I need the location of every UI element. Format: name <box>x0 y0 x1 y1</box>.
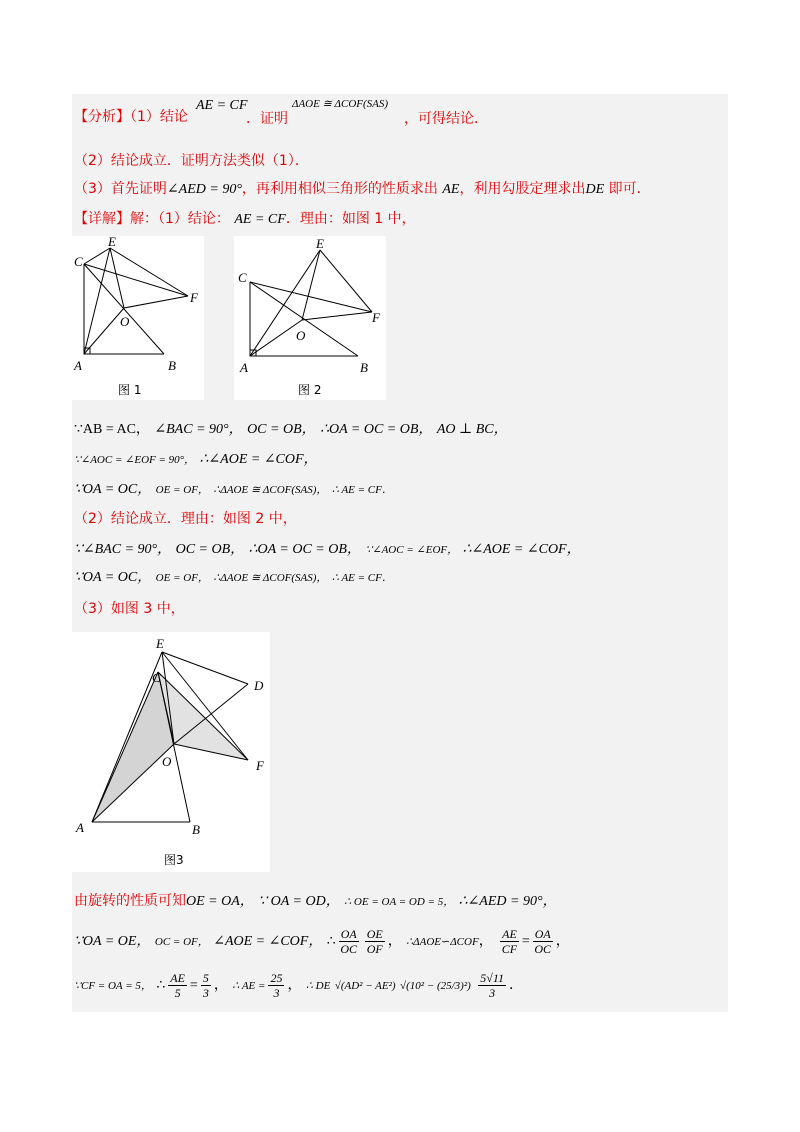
frac-25-3: $\frac{25}{3}$ <box>270 970 283 1000</box>
fig2-label-o: O <box>296 328 306 343</box>
root-ad-ae: √(AD² − AE²) <box>334 980 396 992</box>
frac-5-3: $\frac{5}{3}$ <box>202 970 209 1000</box>
analysis-line-3: （3）首先证明∠AED = 90°，再利用相似三角形的性质求出 AE，利用勾股定理求出DE 即可． <box>74 181 651 197</box>
part2-head: （2）结论成立．理由：如图 2 中， <box>74 511 297 527</box>
fig1-caption: 图 1 <box>118 383 142 397</box>
part3-head: （3）如图 3 中， <box>74 601 185 617</box>
part1-line-2: ∵∠AOC = ∠EOF = 90°， ∴∠AOE = ∠COF， <box>74 452 318 467</box>
frac-oa-oc: $\frac{OA}{OC}$ <box>340 926 358 956</box>
fig1-label-f: F <box>190 290 198 305</box>
fig1-label-o: O <box>120 314 130 329</box>
fig3-label-f: F <box>256 758 264 773</box>
frac-ae-cf: $\frac{AE}{CF}$ <box>501 926 518 956</box>
fig2-label-a: A <box>240 360 248 375</box>
part2-line-1: ∵∠BAC = 90°， OC = OB， ∴OA = OC = OB， ∵∠AOC = ∠EOF， ∴∠AOE = ∠COF， <box>74 542 581 557</box>
part3-line-1: 由旋转的性质可知OE = OA， ∵ OA = OD， ∴ OE = OA = OD = 5， ∴∠AED = 90°， <box>74 893 557 909</box>
analysis-line-1 <box>74 108 188 126</box>
fig3-label-d: D <box>254 678 264 693</box>
analysis-line-2: （2）结论成立．证明方法类似（1）． <box>74 153 309 169</box>
fig1-label-a: A <box>74 358 82 373</box>
analysis-tag: 【分析】 <box>74 109 130 125</box>
fig1-label-e: E <box>108 236 116 249</box>
figure-1 <box>72 236 204 400</box>
analysis-math-2: ΔAOE ≅ ΔCOF(SAS) <box>292 98 389 110</box>
fig2-label-b: B <box>360 360 368 375</box>
part3-line-2: ∵OA = OE， OC = OF， ∠AOE = ∠COF， ∴ $\frac{OA}{OC}$ $\frac{OE}{OF}$ ， ∴ΔAOE∽ΔCOF， $\frac{AE}{CF}$ = $\frac{OA}{OC}$ ， <box>74 926 570 956</box>
fig3-label-b: B <box>192 822 200 837</box>
analysis-suffix: ，可得结论． <box>404 111 488 127</box>
part2-line-2: ∵OA = OC， OE = OF， ∴ΔAOE ≅ ΔCOF(SAS)， ∴ AE = CF． <box>74 570 393 585</box>
fig3-label-c: C <box>152 670 161 685</box>
frac-oa-oc-2: $\frac{OA}{OC}$ <box>534 926 552 956</box>
fig2-label-c: C <box>238 270 247 285</box>
frac-oe-of: $\frac{OE}{OF}$ <box>366 926 383 956</box>
analysis-p1-prefix: （1）结论 <box>130 109 188 125</box>
figure-3 <box>72 632 270 872</box>
analysis-math-1: AE = CF <box>196 98 248 113</box>
fig2-caption: 图 2 <box>298 383 322 397</box>
frac-5sqrt11-3: $\frac{5√11}{3}$ <box>480 970 504 1000</box>
frac-ae-5: $\frac{AE}{5}$ <box>170 970 185 1000</box>
figure-2 <box>234 236 386 400</box>
fig2-label-f: F <box>372 310 380 325</box>
detail-line: 【详解】解：（1）结论： AE = CF．理由：如图 1 中， <box>74 211 416 227</box>
part1-line-3: ∵OA = OC， OE = OF， ∴ΔAOE ≅ ΔCOF(SAS)， ∴ AE = CF． <box>74 482 393 497</box>
fig1-label-c: C <box>74 254 83 269</box>
fig3-caption: 图3 <box>164 853 184 867</box>
analysis-mid: ．证明 <box>246 111 288 127</box>
root-10-25-3: √(10² − (25/3)²) <box>400 980 471 992</box>
part3-line-3: ∵CF = OA = 5， ∴ $\frac{AE}{5}$ = $\frac{5}{3}$ ， ∴ AE = $\frac{25}{3}$ ， ∴ DE √(AD² − AE²) √(10² − (25/3)²) $\frac{5√11}{3}$ ． <box>74 970 523 1000</box>
detail-tag: 【详解】 <box>74 211 130 227</box>
fig3-label-o: O <box>162 754 172 769</box>
fig3-label-e: E <box>156 636 164 651</box>
fig1-label-b: B <box>168 358 176 373</box>
part1-line-1: ∵AB = AC， ∠BAC = 90°， OC = OB， ∴OA = OC = OB， AO ⊥ BC， <box>74 422 508 437</box>
fig2-label-e: E <box>316 236 324 251</box>
fig3-label-a: A <box>76 820 84 835</box>
